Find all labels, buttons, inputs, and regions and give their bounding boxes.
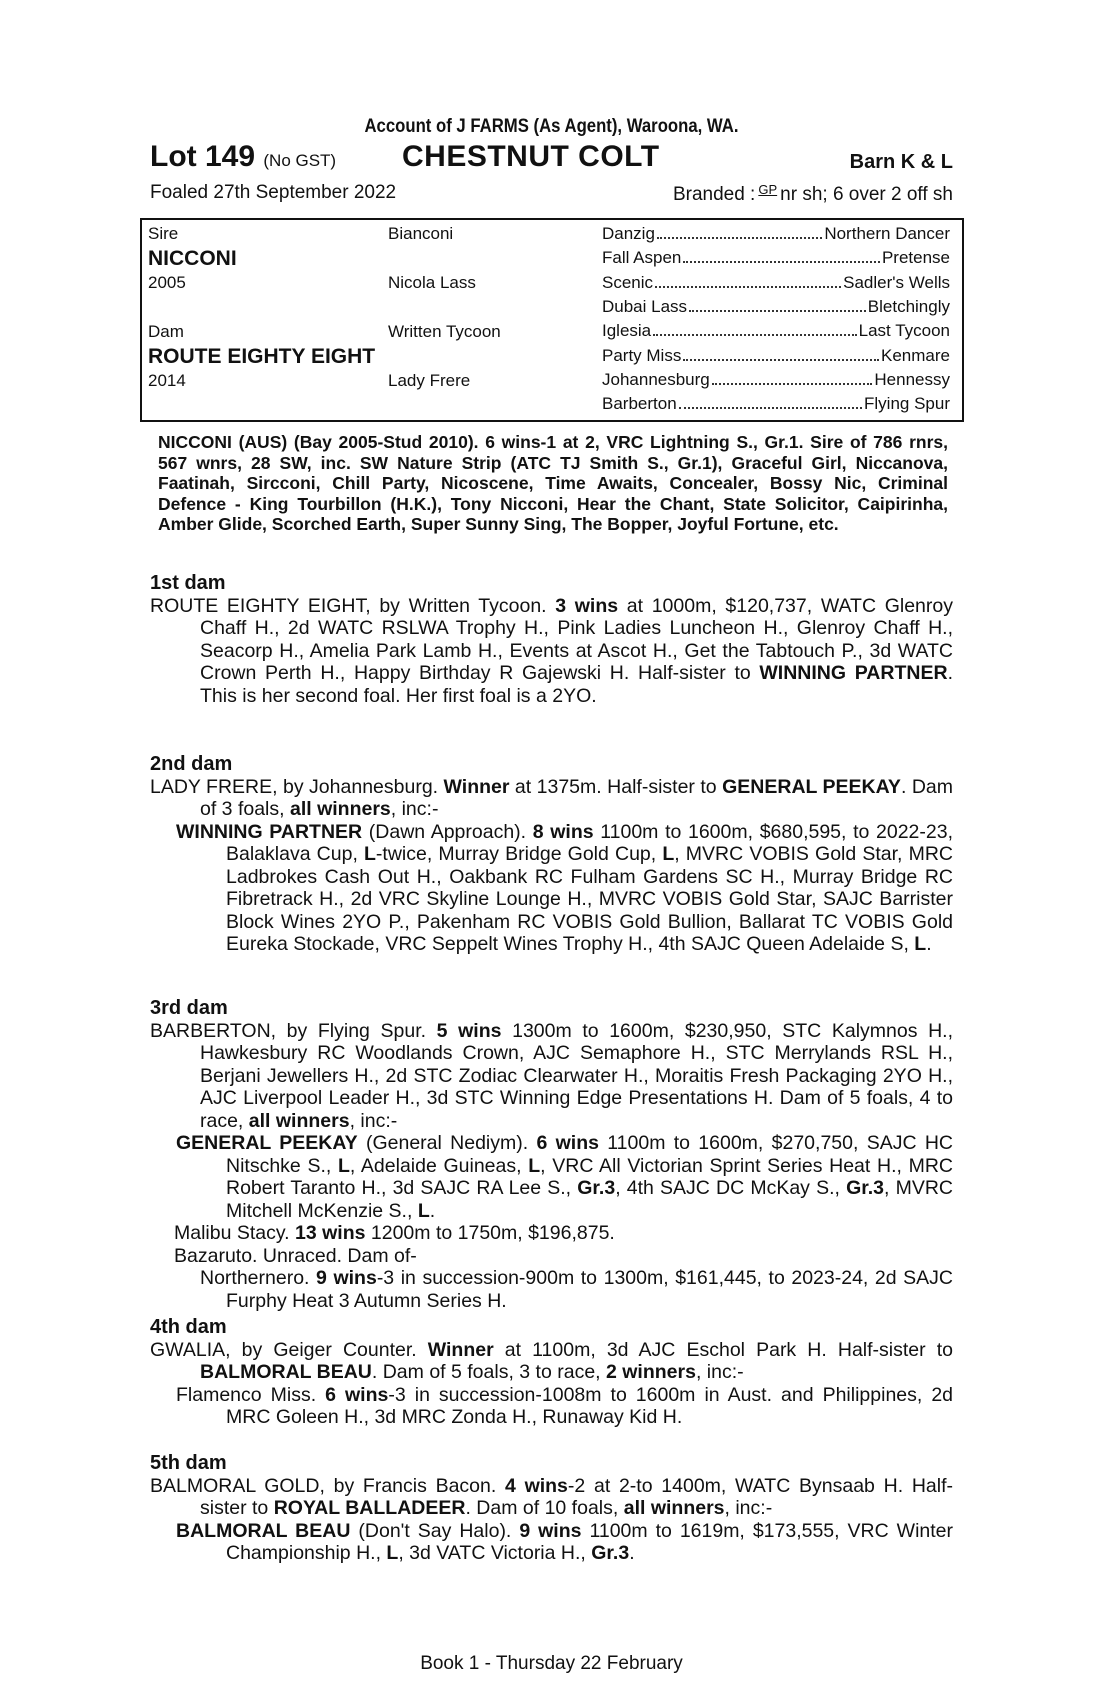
pedigree-table [140,218,964,422]
pedigree-gen3-row: Dubai Lass Bletchingly [602,297,950,316]
dam-record: BARBERTON, by Flying Spur. 5 wins 1300m to 1600m, $230,950, STC Kalymnos H., Hawkesbury RC Woodlands Crown, AJC Semaphore H., STC Merrylands RSL H., Berjani Jewellers H., 2d STC Zodiac Clearwater H., Moraitis Fresh Packaging 2YO H., AJC Liverpool Leader H., 3d STC Winning Edge Presentations H. Dam of 5 foals, 4 to race, all winners, inc:- [150,1019,953,1132]
dam-label: Dam [148,322,184,341]
foaled-date: Foaled 27th September 2022 [150,182,397,203]
lot-label: Lot 149 [150,140,256,173]
sire-dam: Nicola Lass [388,273,476,292]
branded-detail: nr sh; 6 over 2 off sh [780,184,953,205]
sire-label: Sire [148,224,179,243]
pedigree-gen3-row: Barberton Flying Spur [602,394,950,413]
dam-record: ROUTE EIGHTY EIGHT, by Written Tycoon. 3 wins at 1000m, $120,737, WATC Glenroy Chaff H., 2d WATC RSLWA Trophy H., Pink Ladies Luncheon H., Glenroy Chaff H., Seacorp H., Amelia Park Lamb H., Events at Ascot H., Get the Tabtouch P., 3d WATC Crown Perth H., Happy Birthday R Gajewski H. Half-sister to WINNING PARTNER. This is her second foal. Her first foal is a 2YO. [150,594,953,707]
progeny-record: BALMORAL BEAU (Don't Say Halo). 9 wins 1100m to 1619m, $173,555, VRC Winter Championship H., L, 3d VATC Victoria H., Gr.3. [176,1519,954,1564]
progeny-record: GENERAL PEEKAY (General Nediym). 6 wins 1100m to 1600m, $270,750, SAJC HC Nitschke S., L, Adelaide Guineas, L, VRC All Victorian Sprint Series Heat H., MRC Robert Taranto H., 3d SAJC RA Lee S., Gr.3, 4th SAJC DC McKay S., Gr.3, MVRC Mitchell McKenzie S., L. [176,1132,953,1222]
section-heading: 4th dam [150,1316,227,1338]
section-heading: 2nd dam [150,753,233,775]
pedigree-gen3-row: Fall Aspen Pretense [602,248,950,267]
sire-name: NICCONI [148,247,237,270]
dam-name: ROUTE EIGHTY EIGHT [148,345,376,368]
dam-dam: Lady Frere [388,371,471,390]
brand-info [673,182,953,206]
page-title: CHESTNUT COLT [402,140,660,173]
progeny-record: WINNING PARTNER (Dawn Approach). 8 wins 1100m to 1600m, $680,595, to 2022-23, Balaklava Cup, L-twice, Murray Bridge Gold Cup, L, MVRC VOBIS Gold Star, MRC Ladbrokes Cash Out H., Oakbank RC Fulham Gardens SC H., Murray Bridge RC Fibretrack H., 2d VRC Skyline Lounge H., MVRC VOBIS Gold Star, SAJC Barrister Block Wines 2YO P., Pakenham RC VOBIS Gold Bullion, Ballarat TC VOBIS Gold Eureka Stockade, VRC Seppelt Wines Trophy H., 4th SAJC Queen Adelaide S, L. [176,820,953,955]
pedigree-gen3-row: Scenic Sadler's Wells [602,273,950,292]
dam-record: LADY FRERE, by Johannesburg. Winner at 1375m. Half-sister to GENERAL PEEKAY. Dam of 3 foals, all winners, inc:- [150,775,953,820]
sire-year: 2005 [148,273,186,292]
progeny-record: Malibu Stacy. 13 wins 1200m to 1750m, $196,875. [174,1222,615,1244]
fifth-dam-section [150,1452,953,1565]
vendor-account: Account of J FARMS (As Agent), Waroona, WA. [364,116,739,137]
lot-number [150,140,336,174]
pedigree-gen3-row: Danzig Northern Dancer [602,224,950,243]
barn-location: Barn K & L [849,151,953,173]
dam-sire: Written Tycoon [388,322,501,341]
section-heading: 1st dam [150,572,226,594]
dam-record: GWALIA, by Geiger Counter. Winner at 1100m, 3d AJC Eschol Park H. Half-sister to BALMORAL BEAU. Dam of 5 foals, 3 to race, 2 winners, inc:- [150,1338,953,1383]
section-heading: 5th dam [150,1452,227,1474]
pedigree-gen3-row: Johannesburg Hennessy [602,370,950,389]
progeny-record: Northernero. 9 wins-3 in succession-900m to 1300m, $161,445, to 2023-24, 2d SAJC Furphy Heat 3 Autumn Series H. [200,1267,954,1312]
brand-mark: GP [758,182,778,197]
sire-summary: NICCONI (AUS) (Bay 2005-Stud 2010). 6 wins-1 at 2, VRC Lightning S., Gr.1. Sire of 786 rnrs, 567 wnrs, 28 SW, inc. SW Nature Strip (ATC TJ Smith S., Gr.1), Graceful Girl, Niccanova, Faatinah, Sircconi, Chill Party, Nicoscene, Time Awaits, Concealer, Bossy Nic, Criminal Defence - King Tourbillon (H.K.), Tony Nicconi, Hear the Chant, State Solicitor, Caipirinha, Amber Glide, Scorched Earth, Super Sunny Sing, The Bopper, Joyful Fortune, etc. [158,432,948,534]
pedigree-gen3-row: Party Miss Kenmare [602,346,950,365]
dam-year: 2014 [148,371,186,390]
progeny-record: Bazaruto. Unraced. Dam of- [174,1244,417,1267]
first-dam-section [150,572,953,707]
dam-record: BALMORAL GOLD, by Francis Bacon. 4 wins-2 at 2-to 1400m, WATC Bynsaab H. Half-sister to ROYAL BALLADEER. Dam of 10 foals, all winners, inc:- [150,1474,954,1519]
progeny-record: Flamenco Miss. 6 wins-3 in succession-1008m to 1600m in Aust. and Philippines, 2d MRC Goleen H., 3d MRC Zonda H., Runaway Kid H. [176,1383,954,1428]
sire-sire: Bianconi [388,224,454,243]
gst-note: (No GST) [263,151,337,170]
section-heading: 3rd dam [150,997,228,1019]
third-dam-section [150,997,953,1312]
branded-label: Branded : [672,184,756,205]
fourth-dam-section [150,1316,953,1429]
second-dam-section [150,753,953,956]
page-footer: Book 1 - Thursday 22 February [420,1653,683,1674]
pedigree-gen3-row: Iglesia Last Tycoon [602,321,950,340]
